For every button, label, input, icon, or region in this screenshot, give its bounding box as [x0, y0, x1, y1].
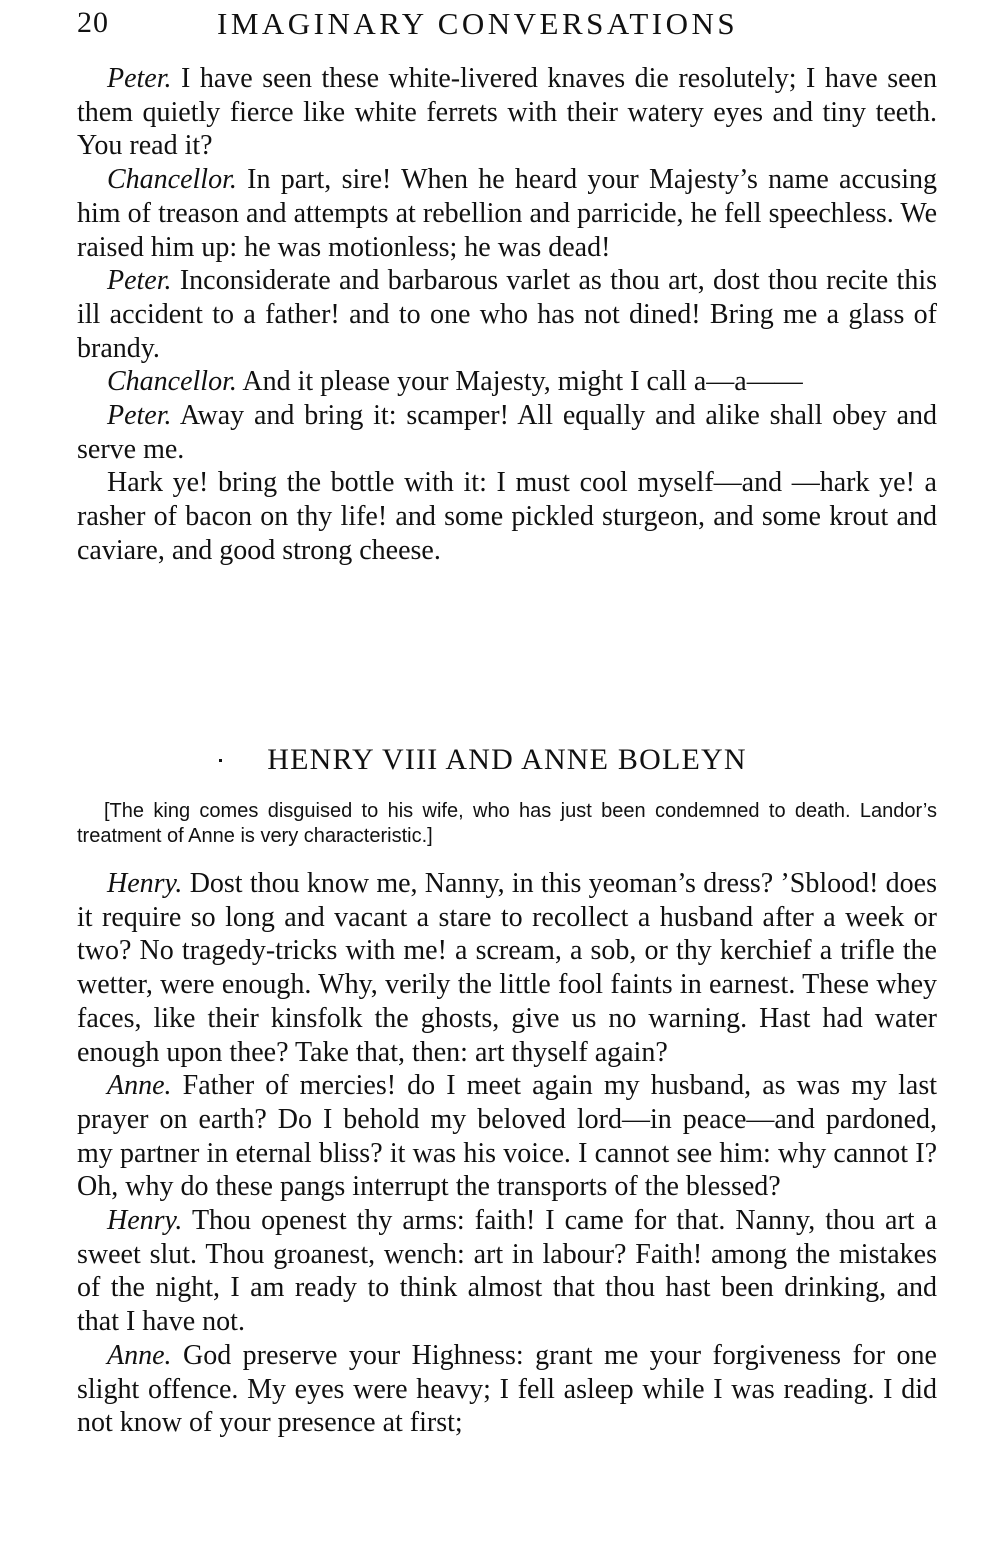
speech-text: Dost thou know me, Nanny, in this yeoman’s dress? ’Sblood! does it require so long and vacant a stare to recollect a husband after a week or two? No tragedy-tricks with me! a scream, a sob, or thy kerchief a trifle the wetter, were enough. Why, verily the little fool faints in earnest. These whey faces, like their kinsfolk the ghosts, give us no warning. Hast had water enough upon thee? Take that, then: art thyself again?: [77, 868, 937, 1068]
speech-chancellor-2: [77, 365, 937, 399]
speech-text: God preserve your Highness: grant me your forgiveness for one slight offence. My eyes were heavy; I fell asleep while I was reading. I did not know of your presence at first;: [77, 1339, 937, 1439]
speech-peter-2: [77, 264, 937, 365]
speech-text: Thou openest thy arms: faith! I came for that. Nanny, thou art a sweet slut. Thou groanest, wench: art in labour? Faith! among the mistakes of the night, I am ready to think almost that thou hast been drinking, and that I have not.: [77, 1205, 937, 1338]
speech-anne-1: [77, 1069, 937, 1204]
speaker-name: Anne.: [107, 1339, 172, 1371]
speaker-name: Peter.: [107, 265, 172, 297]
speaker-name: Henry.: [107, 868, 183, 899]
speech-text: Inconsiderate and barbarous varlet as thou art, dost thou recite this ill accident to a father! and to one who has not dined! Bring me a glass of brandy.: [77, 265, 937, 364]
speaker-name: Chancellor.: [107, 164, 237, 196]
speech-text: And it please your Majesty, might I call a—a——: [236, 366, 803, 398]
dialogue-peter-chancellor: [77, 62, 937, 568]
speaker-name: Anne.: [107, 1070, 172, 1102]
speaker-name: Henry.: [107, 1205, 183, 1237]
dialogue-henry-anne: [77, 867, 937, 1440]
speech-text: I have seen these white-livered knaves die resolutely; I have seen them quietly fierce like white ferrets with their watery eyes and tiny teeth. You read it?: [77, 63, 937, 162]
speech-text: Away and bring it: scamper! All equally and alike shall obey and serve me.: [77, 400, 937, 465]
speaker-name: Chancellor.: [107, 366, 237, 398]
speech-peter-3: [77, 399, 937, 466]
speech-peter-1: [77, 62, 937, 163]
speaker-name: Peter.: [107, 400, 172, 432]
page-number: 20: [77, 6, 109, 39]
speech-henry-2: [77, 1204, 937, 1339]
speech-text: Hark ye! bring the bottle with it: I must cool myself—and —hark ye! a rasher of bacon on thy life! and some pickled sturgeon, and some krout and caviare, and good strong cheese.: [77, 467, 937, 566]
speech-text: Father of mercies! do I meet again my husband, as was my last prayer on earth? Do I behold my beloved lord—in peace—and pardoned, my partner in eternal bliss? it was his voice. I cannot see him: why cannot I? Oh, why do these pangs interrupt the transports of the blessed?: [77, 1070, 937, 1203]
section-title: HENRY VIII AND ANNE BOLEYN: [267, 743, 747, 776]
speech-anne-2: [77, 1339, 937, 1440]
speech-henry-1: [77, 867, 937, 1069]
speaker-name: Peter.: [107, 63, 172, 94]
running-title: IMAGINARY CONVERSATIONS: [217, 6, 739, 41]
speech-peter-4: [77, 466, 937, 567]
running-header: [77, 6, 937, 46]
speech-text: In part, sire! When he heard your Majesty’s name accusing him of treason and attempts at rebellion and parricide, he fell speechless. We raised him up: he was motionless; he was dead!: [77, 164, 937, 263]
editorial-note: [The king comes disguised to his wife, who has just been condemned to death. Landor’s treatment of Anne is very characteristic.]: [77, 800, 937, 847]
speech-chancellor-1: [77, 163, 937, 264]
